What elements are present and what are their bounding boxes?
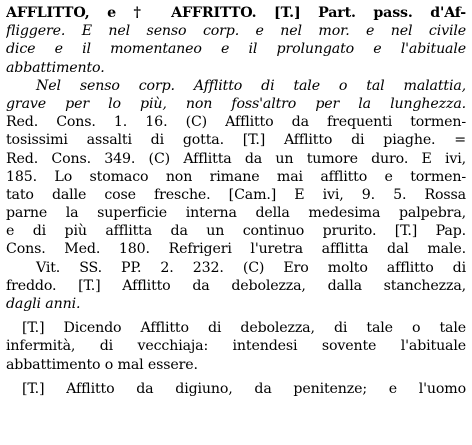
sense-paragraph-line: Nel senso corp. Afflitto di tale o tal malattia, xyxy=(36,77,466,94)
citation-line: Cons. Med. 180. Refrigeri l'uretra afflitta dal male. xyxy=(6,241,466,258)
entry-text-line: fliggere. E nel senso corp. e nel mor. e nel civile xyxy=(6,23,466,40)
citation-line: parne la superficie interna della medesima palpebra, xyxy=(6,205,466,222)
citation-line: dagli anni. xyxy=(6,296,81,312)
entry-text-line: dice e il momentaneo e il prolungato e l'abituale xyxy=(6,41,466,58)
entry-text-line: abbattimento. xyxy=(6,59,105,76)
citation-line: freddo. [T.] Afflitto da debolezza, dalla stanchezza, xyxy=(6,277,466,294)
note-paragraph-line: abbattimento o mal essere. xyxy=(6,356,198,373)
note-paragraph-line: [T.] Dicendo Afflitto di debolezza, di tale o tale xyxy=(22,320,466,337)
note-paragraph-line: [T.] Afflitto da digiuno, da penitenze; e l'uomo xyxy=(22,380,466,397)
citation-line: Red. Cons. 1. 16. (C) Afflitto da frequenti tormen- xyxy=(6,114,466,131)
note-paragraph-line: infermità, di vecchiaja: intendesi sovente l'abituale xyxy=(6,338,466,355)
citation-line: Red. Cons. 349. (C) Afflitta da un tumore duro. E ivi, xyxy=(6,150,466,167)
citation-line: tosissimi assalti di gotta. [T.] Afflitto di piaghe. = xyxy=(6,132,466,149)
entry-headword-line: AFFLITTO, e † AFFRITTO. [T.] Part. pass. d'Af- xyxy=(6,5,466,21)
citation-line: tato dalle cose fresche. [Cam.] E ivi, 9. 5. Rossa xyxy=(6,186,466,203)
sense-paragraph-line: grave per lo più, non foss'altro per la lunghezza. xyxy=(6,95,466,112)
citation-line: Vit. SS. PP. 2. 232. (C) Ero molto afflitto di xyxy=(36,259,466,276)
citation-line: e di più afflitta da un continuo prurito. [T.] Pap. xyxy=(6,223,466,240)
citation-line: 185. Lo stomaco non rimane mai afflitto e tormen- xyxy=(6,168,466,185)
